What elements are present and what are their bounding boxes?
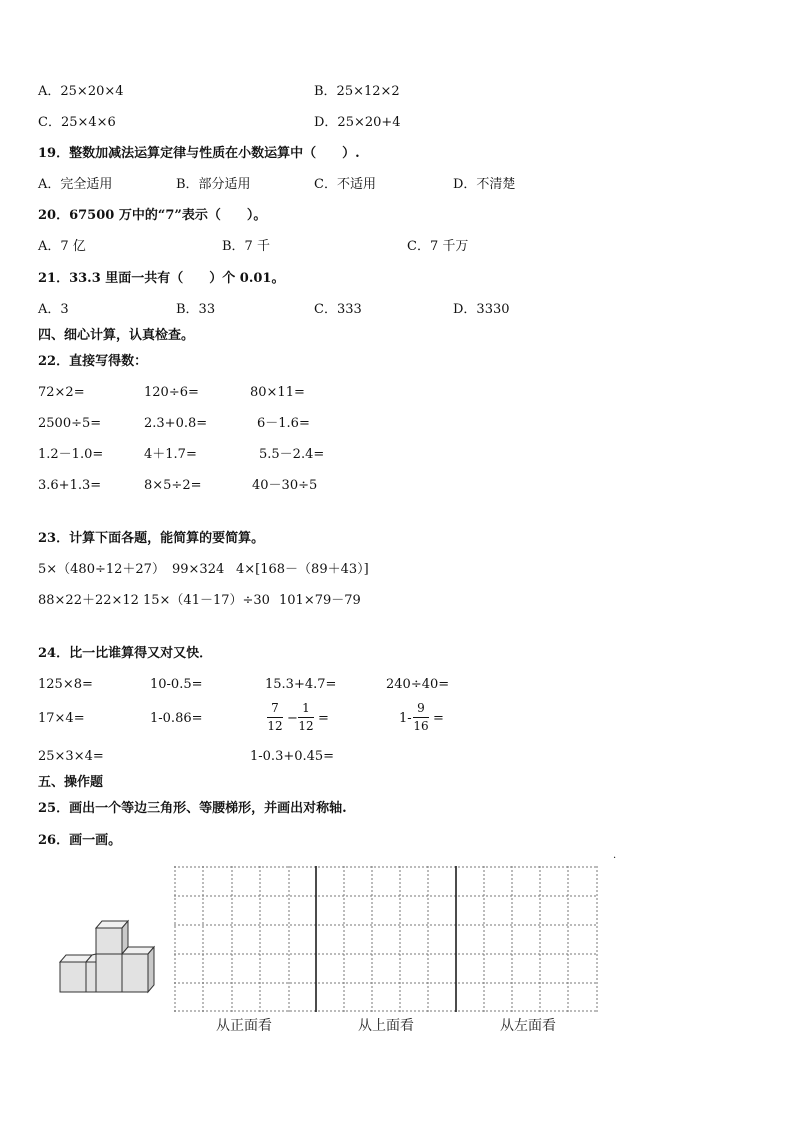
- q22-item: 1.2－1.0=: [38, 447, 104, 462]
- cube-stack-figure: [58, 918, 162, 996]
- q22-item: 72×2=: [38, 385, 85, 400]
- numerator: 7: [271, 701, 279, 715]
- stray-dot: .: [613, 850, 617, 861]
- q22-item: 4＋1.7=: [144, 447, 197, 462]
- q24-item: 17×4=: [38, 711, 85, 726]
- q24-item: 125×8=: [38, 677, 93, 692]
- equals-sign: =: [318, 711, 329, 726]
- numerator: 1: [302, 701, 310, 715]
- numerator: 9: [417, 701, 425, 715]
- q22-item: 80×11=: [250, 385, 305, 400]
- q20-option-b: B．7 千: [222, 239, 270, 254]
- section-5-heading: 五、操作题: [38, 775, 104, 790]
- q22-item: 5.5－2.4=: [259, 447, 325, 462]
- fraction-bar: [267, 717, 283, 718]
- q18-option-b: B．25×12×2: [314, 84, 400, 99]
- fraction-bar: [413, 717, 429, 718]
- caption-top-view: 从上面看: [358, 1018, 414, 1034]
- q24-item: 10-0.5=: [150, 677, 203, 692]
- one-minus: 1-: [399, 711, 412, 726]
- q22-item: 8×5÷2=: [144, 478, 202, 493]
- q22-item: 40－30÷5: [252, 478, 318, 493]
- q22-item: 3.6+1.3=: [38, 478, 102, 493]
- q24-item: 25×3×4=: [38, 749, 104, 764]
- q20-option-a: A．7 亿: [38, 239, 86, 254]
- q22-stem: 22．直接写得数：: [38, 354, 148, 369]
- q22-item: 120÷6=: [144, 385, 199, 400]
- q21-option-c: C．333: [314, 302, 362, 317]
- q24-item: 15.3+4.7=: [265, 677, 337, 692]
- q18-option-d: D．25×20+4: [314, 115, 401, 130]
- fraction-9-16: [413, 702, 429, 733]
- minus-sign: −: [287, 711, 298, 726]
- q19-option-c: C．不适用: [314, 177, 376, 192]
- q22-item: 2.3+0.8=: [144, 416, 208, 431]
- q24-stem: 24．比一比谁算得又对又快．: [38, 646, 213, 661]
- q18-option-c: C．25×4×6: [38, 115, 116, 130]
- q21-stem: 21．33.3 里面一共有（ ）个 0.01。: [38, 271, 285, 286]
- q20-option-c: C．7 千万: [407, 239, 469, 254]
- q23-stem: 23．计算下面各题，能简算的要简算。: [38, 531, 265, 546]
- q21-option-a: A．3: [38, 302, 69, 317]
- q22-item: 2500÷5=: [38, 416, 102, 431]
- q21-option-b: B．33: [176, 302, 216, 317]
- q20-stem: 20．67500 万中的“7”表示（ ）。: [38, 208, 267, 223]
- equals-sign: =: [433, 711, 444, 726]
- q19-stem: 19．整数加减法运算定律与性质在小数运算中（ ）.: [38, 146, 360, 161]
- q18-option-a: A．25×20×4: [38, 84, 124, 99]
- q25-stem: 25．画出一个等边三角形、等腰梯形，并画出对称轴.: [38, 801, 347, 816]
- q24-item: 1-0.86=: [150, 711, 203, 726]
- fraction-1-12: [298, 702, 314, 733]
- q19-option-d: D．不清楚: [453, 177, 516, 192]
- q19-option-b: B．部分适用: [176, 177, 251, 192]
- section-4-heading: 四、细心计算，认真检查。: [38, 328, 195, 343]
- q24-item: 240÷40=: [386, 677, 450, 692]
- caption-front-view: 从正面看: [216, 1018, 272, 1034]
- q23-item: 15×（41－17）÷30: [143, 593, 270, 608]
- fraction-7-12: [267, 702, 283, 733]
- q21-option-d: D．3330: [453, 302, 510, 317]
- q23-item: 4×[168－（89＋43）]: [236, 562, 369, 577]
- caption-left-view: 从左面看: [500, 1018, 556, 1034]
- q23-item: 88×22＋22×12: [38, 593, 139, 608]
- denominator: 12: [298, 719, 314, 733]
- denominator: 12: [267, 719, 283, 733]
- q26-stem: 26．画一画。: [38, 833, 122, 848]
- fraction-bar: [298, 717, 314, 718]
- q23-item: 5×（480÷12＋27）: [38, 562, 165, 577]
- q23-item: 99×324: [172, 562, 225, 577]
- q19-option-a: A．完全适用: [38, 177, 113, 192]
- denominator: 16: [413, 719, 429, 733]
- q22-item: 6－1.6=: [257, 416, 310, 431]
- q23-item: 101×79－79: [279, 593, 361, 608]
- drawing-grid[interactable]: [174, 866, 598, 1012]
- q24-item: 1-0.3+0.45=: [250, 749, 335, 764]
